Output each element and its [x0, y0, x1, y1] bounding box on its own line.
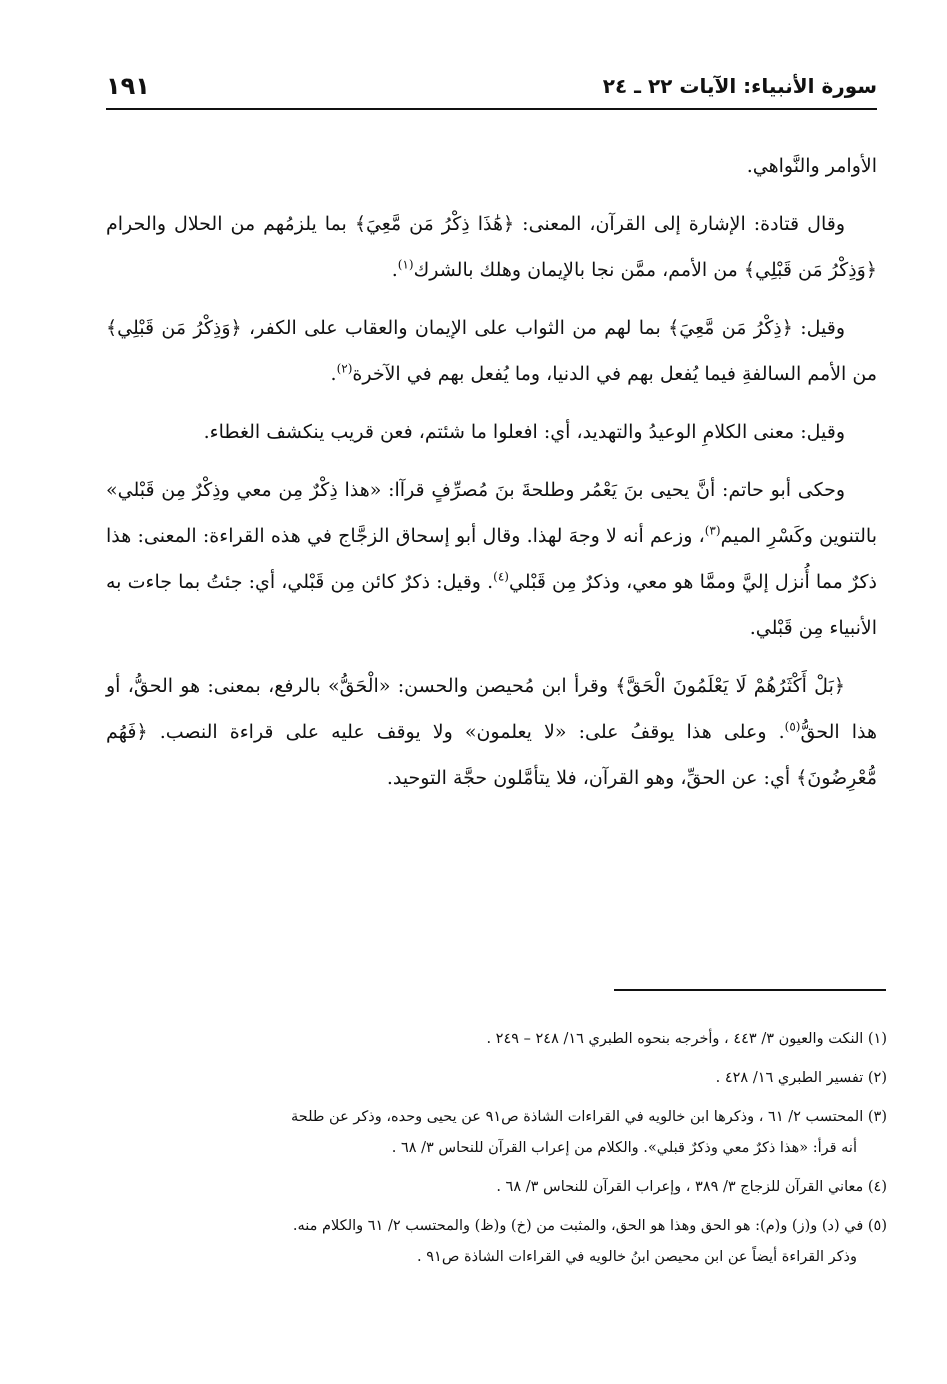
footnote-ref: (١): [397, 257, 414, 272]
footnote-ref: (٥): [784, 719, 801, 734]
footnote-ref: (٢): [336, 361, 353, 376]
footnote: (١) النكت والعيون ٣/ ٤٤٣ ، وأخرجه بنحوه الطبري ١٦/ ٢٤٨ – ٢٤٩ .: [486, 1031, 887, 1047]
footnote-separator: [614, 989, 886, 991]
footnote-continuation: وذكر القراءة أيضاً عن ابن محيصن ابنُ خالويه في القراءات الشاذة ص٩١ .: [417, 1249, 857, 1265]
footnote: (٢) تفسير الطبري ١٦/ ٤٢٨ .: [715, 1070, 887, 1086]
footnotes: [106, 1024, 887, 1281]
header-rule: [106, 108, 877, 110]
page-header: [106, 62, 877, 106]
paragraph: وقيل: معنى الكلامِ الوعيدُ والتهديد، أي: افعلوا ما شئتم، فعن قريب ينكشف الغطاء.: [203, 421, 845, 443]
main-text: [106, 143, 877, 813]
paragraph: وحكى أبو حاتم: أنَّ يحيى بنَ يَعْمُر وطلحةَ بنَ مُصرِّفٍ قرآا: «هذا ذِكْرٌ مِن معي وذِكْرٌ مِن قَبْلي» بالتنوين وكَسْرِ الميم$^{(٣)}$، وزعم أنه لا وجهَ لهذا. وقال أبو إسحاق الزجَّاج في هذه القراءة: المعنى: هذا ذكرٌ مما أُنزل إليَّ وممَّا هو معي، وذكرٌ مِن قَبْلي$^{(٤)}$. وقيل: ذكرٌ كائن مِن قَبْلي، أي: جئتُ بما جاءت به الأنبياء مِن قَبْلي.: [106, 479, 877, 639]
footnote-ref: (٣): [704, 523, 721, 538]
paragraph: ﴿بَلْ أَكْثَرُهُمْ لَا يَعْلَمُونَ الْحَقَّ﴾ وقرأ ابن مُحيصن والحسن: «الْحَقُّ» بالرفع، بمعنى: هو الحقُّ، أو هذا الحقُّ$^{(٥)}$. وعلى هذا يوقفُ على: «لا يعلمون» ولا يوقف عليه على قراءة النصب. ﴿فَهُم مُّعْرِضُونَ﴾ أي: عن الحقِّ، وهو القرآن، فلا يتأمَّلون حجَّة التوحيد.: [106, 675, 877, 789]
footnote: (٤) معاني القرآن للزجاج ٣/ ٣٨٩ ، وإعراب القرآن للنحاس ٣/ ٦٨ .: [496, 1179, 887, 1195]
footnote: (٣) المحتسب ٢/ ٦١ ، وذكرها ابن خالويه في القراءات الشاذة ص٩١ عن يحيى وحده، وذكر عن طلحة: [290, 1109, 887, 1125]
footnote-continuation: أنه قرأ: «هذا ذكرٌ معي وذكرٌ قبلي». والكلام من إعراب القرآن للنحاس ٣/ ٦٨ .: [391, 1140, 857, 1156]
footnote: (٥) في (د) و(ز) و(م): هو الحق وهذا هو الحق، والمثبت من (خ) و(ظ) والمحتسب ٢/ ٦١ والكلام منه.: [292, 1218, 887, 1234]
page-number: ١٩١: [106, 72, 150, 100]
paragraph: الأوامر والنَّواهي.: [746, 155, 877, 177]
running-title: سورة الأنبياء: الآيات ٢٢ ـ ٢٤: [602, 74, 877, 98]
footnote-ref: (٤): [493, 569, 509, 584]
paragraph: وقال قتادة: الإشارة إلى القرآن، المعنى: ﴿هَٰذَا ذِكْرُ مَن مَّعِيَ﴾ بما يلزمُهم من الحلال والحرام ﴿وَذِكْرُ مَن قَبْلِي﴾ من الأمم، ممَّن نجا بالإيمان وهلك بالشرك$^{(١)}$.: [106, 213, 877, 281]
paragraph: وقيل: ﴿ذِكْرُ مَن مَّعِيَ﴾ بما لهم من الثواب على الإيمان والعقاب على الكفر، ﴿وَذِكْرُ مَن قَبْلِي﴾ من الأمم السالفةِ فيما يُفعل بهم في الدنيا، وما يُفعل بهم في الآخرة$^{(٢)}$.: [106, 317, 877, 385]
